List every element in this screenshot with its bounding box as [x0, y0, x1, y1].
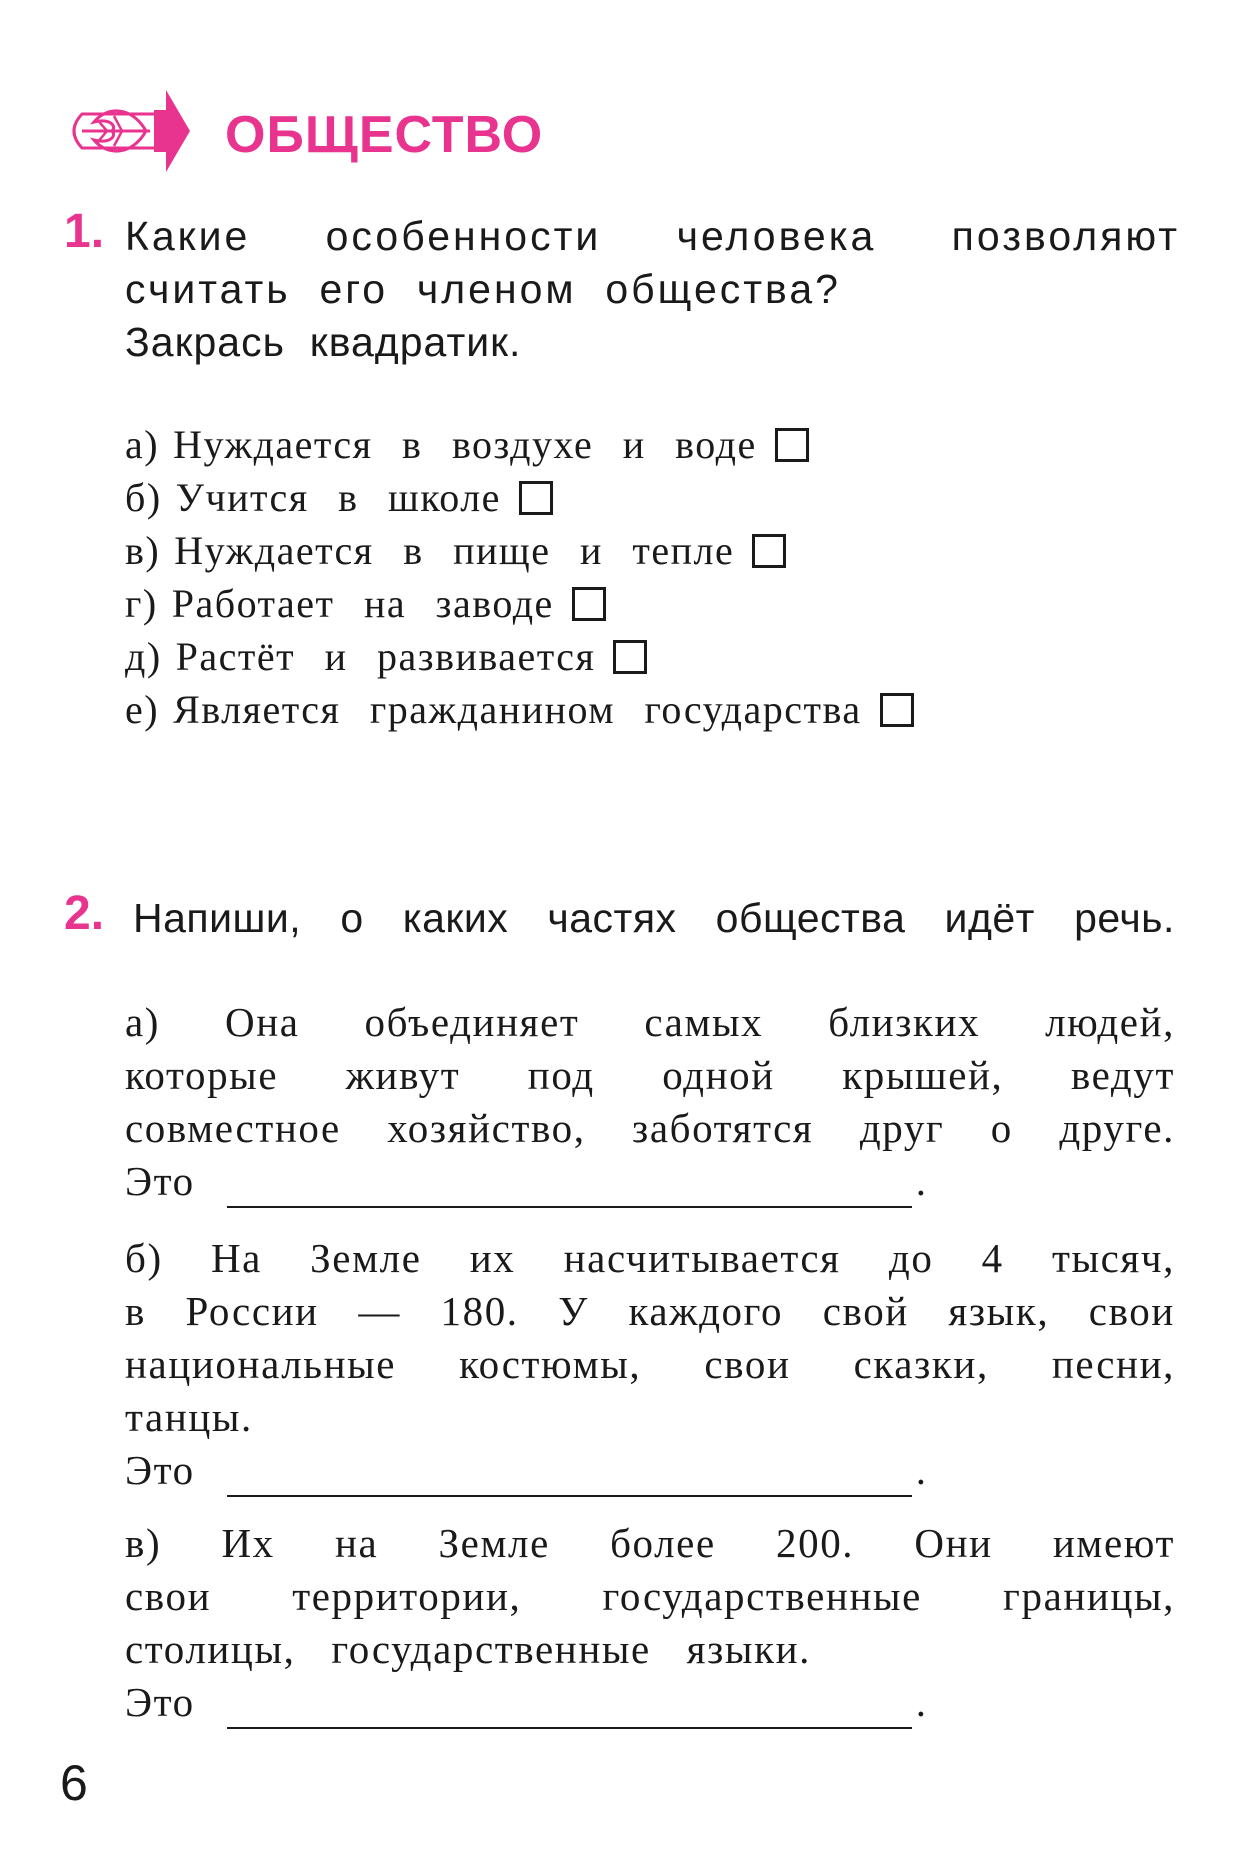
word: У [558, 1288, 589, 1334]
word: Земле [310, 1235, 422, 1281]
option-v-checkbox[interactable] [752, 534, 786, 568]
word: национальные [125, 1341, 397, 1387]
task-1-question-line-3: Закрась квадратик. [125, 319, 522, 365]
task-2-item-a [125, 996, 1175, 1208]
word: 4 [981, 1235, 1004, 1281]
item-b-answer-input[interactable] [227, 1457, 912, 1497]
option-letter: б) [125, 475, 162, 520]
option-d [125, 630, 1105, 683]
task-1-number: 1. [64, 205, 105, 258]
word: России [185, 1288, 319, 1334]
answer-label: Это [125, 1679, 195, 1725]
word: государственные [602, 1573, 922, 1619]
word: Их [221, 1520, 275, 1566]
page-number: 6 [60, 1755, 88, 1811]
item-v-answer [125, 1676, 1175, 1729]
item-b-last-line: танцы. [125, 1394, 253, 1440]
word: позволяют [951, 213, 1180, 259]
word: свои [125, 1573, 212, 1619]
word: заботятся [632, 1105, 814, 1151]
item-v-row [125, 1517, 1175, 1570]
option-letter: е) [125, 687, 160, 732]
answer-label: Это [125, 1447, 195, 1493]
word: Какие [125, 213, 251, 259]
word: в [125, 1288, 146, 1334]
item-v-row [125, 1570, 1175, 1623]
word: каждого [628, 1288, 784, 1334]
item-a-answer [125, 1155, 1175, 1208]
option-a-checkbox[interactable] [775, 428, 809, 462]
word: объединяет [364, 999, 580, 1045]
word: совместное [125, 1105, 341, 1151]
word: каких [402, 895, 509, 941]
answer-dot: . [915, 1158, 928, 1204]
answer-label: Это [125, 1158, 195, 1204]
word: 200. [776, 1520, 855, 1566]
word: тысяч, [1051, 1235, 1175, 1281]
word: свой [822, 1288, 909, 1334]
task-2-item-v [125, 1517, 1175, 1729]
word: друг [859, 1105, 945, 1151]
word: костюмы, [459, 1341, 642, 1387]
task-1-question [125, 210, 1180, 369]
word: — [358, 1288, 401, 1334]
word: На [210, 1235, 262, 1281]
word: Напиши, [133, 895, 302, 941]
word: речь. [1074, 895, 1175, 941]
option-text: Растёт и развивается [175, 634, 596, 679]
task-1-question-line-1 [125, 210, 1180, 263]
word: которые [125, 1052, 279, 1098]
word: живут [345, 1052, 461, 1098]
option-text: Является гражданином государства [173, 687, 862, 732]
word: насчитывается [563, 1235, 841, 1281]
item-v-last-line: столицы, государственные языки. [125, 1626, 811, 1672]
item-a-answer-input[interactable] [227, 1168, 912, 1208]
word: близких [828, 999, 981, 1045]
task-2-question [133, 892, 1175, 945]
option-letter: в) [125, 528, 161, 573]
option-letter: г) [125, 581, 158, 626]
task-1-question-line-2: считать его членом общества? [125, 266, 841, 312]
word: особенности [325, 213, 602, 259]
item-b-answer [125, 1444, 1175, 1497]
word: б) [125, 1235, 163, 1281]
word: хозяйство, [387, 1105, 586, 1151]
word: их [469, 1235, 516, 1281]
item-v-answer-input[interactable] [227, 1689, 912, 1729]
word: территории, [292, 1573, 522, 1619]
word: человека [676, 213, 877, 259]
option-e-checkbox[interactable] [880, 693, 914, 727]
word: Она [225, 999, 300, 1045]
answer-dot: . [915, 1679, 928, 1725]
word: 180. [440, 1288, 519, 1334]
word: крышей, [842, 1052, 1004, 1098]
word: в) [125, 1520, 162, 1566]
task-2-number: 2. [64, 887, 105, 940]
task-1-options [125, 418, 1105, 736]
answer-dot: . [915, 1447, 928, 1493]
option-b [125, 471, 1105, 524]
word: Они [914, 1520, 993, 1566]
leaf-arrow-icon [62, 86, 197, 176]
word: Земле [438, 1520, 550, 1566]
option-v [125, 524, 1105, 577]
word: свои [704, 1341, 791, 1387]
word: более [610, 1520, 716, 1566]
word: ведут [1070, 1052, 1175, 1098]
item-a-row [125, 1049, 1175, 1102]
word: песни, [1051, 1341, 1175, 1387]
word: людей, [1045, 999, 1175, 1045]
option-text: Нуждается в пище и тепле [174, 528, 735, 573]
option-text: Работает на заводе [171, 581, 554, 626]
word: самых [644, 999, 764, 1045]
word: границы, [1003, 1573, 1175, 1619]
option-g [125, 577, 1105, 630]
item-b-row [125, 1285, 1175, 1338]
word: идёт [944, 895, 1035, 941]
option-text: Нуждается в воздухе и воде [173, 422, 757, 467]
word: на [334, 1520, 379, 1566]
word: о [990, 1105, 1013, 1151]
word: а) [125, 999, 161, 1045]
item-b-row [125, 1338, 1175, 1391]
option-letter: а) [125, 422, 160, 467]
option-letter: д) [125, 634, 162, 679]
word: о [340, 895, 364, 941]
option-a [125, 418, 1105, 471]
option-d-checkbox[interactable] [613, 640, 647, 674]
word: свои [1088, 1288, 1175, 1334]
option-text: Учится в школе [175, 475, 501, 520]
word: под [527, 1052, 595, 1098]
word: друге. [1059, 1105, 1175, 1151]
word: до [888, 1235, 934, 1281]
item-a-row [125, 996, 1175, 1049]
word: частях [547, 895, 677, 941]
word: язык, [948, 1288, 1050, 1334]
word: общества [715, 895, 906, 941]
word: имеют [1052, 1520, 1175, 1566]
option-b-checkbox[interactable] [519, 481, 553, 515]
option-g-checkbox[interactable] [572, 587, 606, 621]
item-b-row [125, 1232, 1175, 1285]
word: сказки, [853, 1341, 989, 1387]
word: одной [662, 1052, 775, 1098]
option-e [125, 683, 1105, 736]
item-a-row [125, 1102, 1175, 1155]
task-2-item-b [125, 1232, 1175, 1497]
section-title: ОБЩЕСТВО [225, 106, 544, 164]
